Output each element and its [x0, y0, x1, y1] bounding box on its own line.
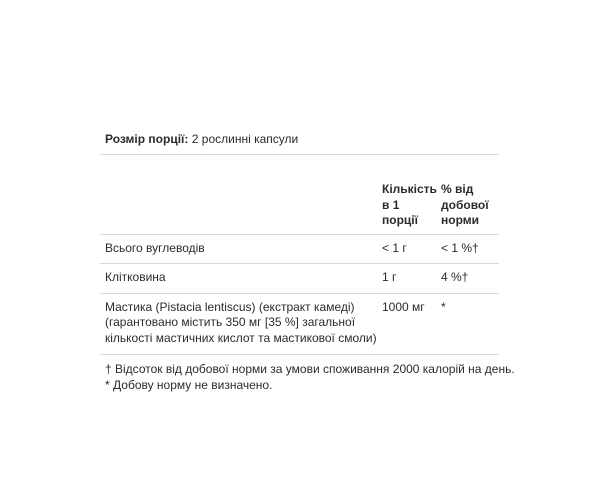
supplement-facts-table — [100, 155, 499, 355]
ingredient-name: Клітковина — [100, 264, 377, 294]
table-row — [100, 264, 499, 294]
serving-size-label: Розмір порції: — [105, 132, 189, 146]
ingredient-daily-value: * — [437, 293, 499, 355]
ingredient-amount: 1 г — [377, 264, 437, 294]
table-row — [100, 293, 499, 355]
serving-size — [100, 129, 499, 155]
footnotes — [100, 355, 515, 393]
supplement-facts-panel — [100, 129, 515, 393]
ingredient-name: Всього вуглеводів — [100, 234, 377, 264]
table-header-row — [100, 155, 499, 234]
serving-size-value: 2 рослинні капсули — [188, 132, 299, 146]
column-header-daily-value: % від добової норми — [437, 155, 499, 234]
table-row — [100, 234, 499, 264]
column-header-amount-per-serving: Кількість в 1 порції — [377, 155, 437, 234]
footnote-not-established: * Добову норму не визначено. — [105, 378, 273, 392]
ingredient-amount: < 1 г — [377, 234, 437, 264]
footnote-daily-value: † Відсоток від добової норми за умови споживання 2000 калорій на день. — [105, 362, 515, 376]
ingredient-name: Мастика (Pistacia lentiscus) (екстракт камеді) (гарантовано містить 350 мг [35 %] загальної кількості мастичних кислот та мастикової смоли) — [100, 293, 377, 355]
ingredient-amount: 1000 мг — [377, 293, 437, 355]
ingredient-daily-value: 4 %† — [437, 264, 499, 294]
column-header-ingredient — [100, 155, 377, 234]
ingredient-daily-value: < 1 %† — [437, 234, 499, 264]
